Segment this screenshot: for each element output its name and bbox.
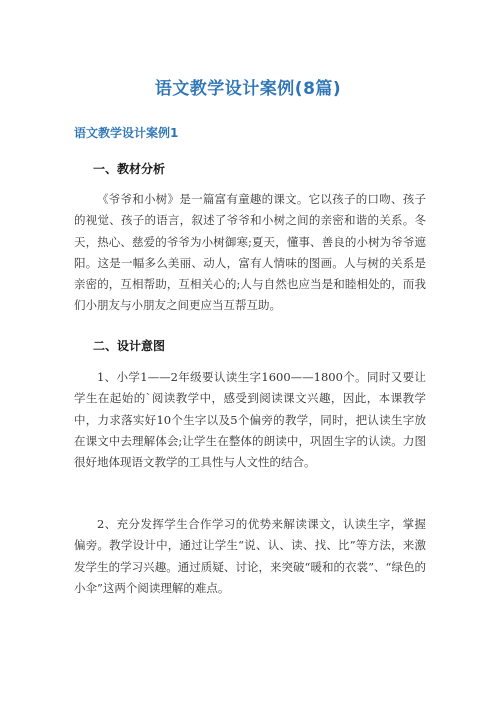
section-title: 语文教学设计案例1	[74, 126, 179, 140]
heading-design-intent: 二、设计意图	[93, 339, 166, 353]
document-title: 语文教学设计案例(8篇)	[154, 79, 342, 99]
paragraph-design-intent-1: 1、小学1——2年级要认读生字1600——1800个。同时又要让学生在起始的`阅读教学中，感受到阅读课文兴趣，因此，本课教学中，力求落实好10个生字以及5个偏旁的教学，同时，把认读生字放在课文中去理解体会;让学生在整体的朗读中，巩固生字的认读。力图很好地体现语文教学的工具性与人文性的结合。	[74, 370, 426, 470]
paragraph-textbook-analysis: 《爷爷和小树》是一篇富有童趣的课文。它以孩子的口吻、孩子的视觉、孩子的语言，叙述了爷爷和小树之间的亲密和谐的关系。冬天，热心、慈爱的爷爷为小树御寒;夏天，懂事、善良的小树为爷爷遮阳。这是一幅多么美丽、动人，富有人情味的图画。人与树的关系是亲密的，互相帮助，互相关心的;人与自然也应当是和睦相处的，而我们小朋友与小朋友之间更应当互帮互助。	[74, 192, 426, 313]
paragraph-design-intent-2: 2、充分发挥学生合作学习的优势来解读课文，认读生字，掌握偏旁。教学设计中，通过让学生“说、认、读、找、比”等方法，来激发学生的学习兴趣。通过质疑、讨论，来突破“暖和的衣裳”、“绿色的小伞”这两个阅读理解的难点。	[74, 517, 426, 595]
heading-textbook-analysis: 一、教材分析	[93, 162, 166, 176]
